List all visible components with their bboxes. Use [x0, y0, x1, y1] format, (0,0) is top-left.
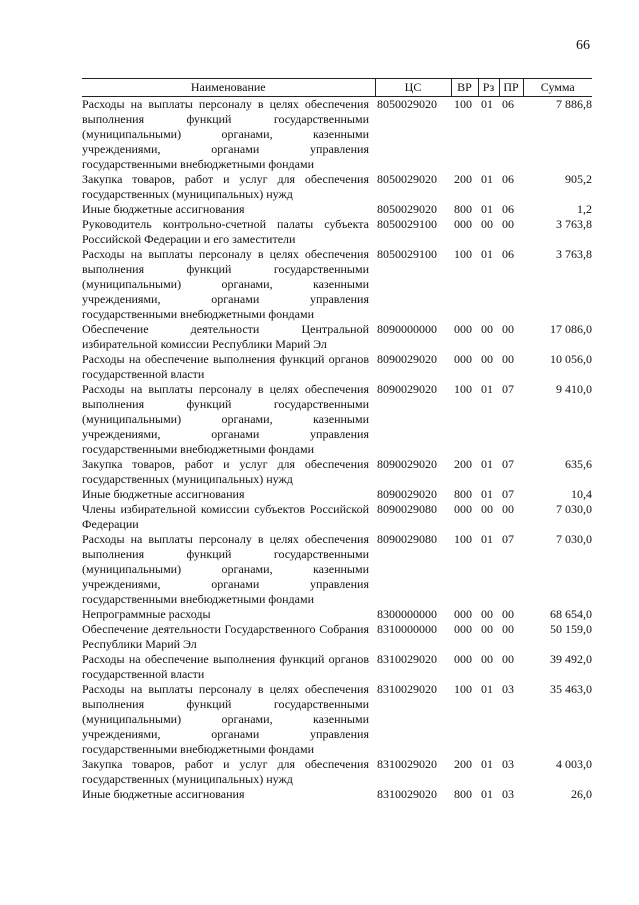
row-sum: 26,0 [571, 787, 592, 801]
table-row [82, 682, 592, 757]
page-number: 66 [576, 38, 590, 53]
row-pr-code: 06 [502, 97, 514, 111]
table-row [82, 502, 592, 532]
row-vr-code: 000 [454, 217, 472, 231]
row-sum: 905,2 [565, 172, 592, 186]
header-pr: ПР [499, 79, 523, 97]
row-vr-code: 800 [454, 487, 472, 501]
row-cs-code: 8050029020 [377, 172, 437, 186]
row-vr-code: 100 [454, 97, 472, 111]
table-body [82, 97, 592, 803]
row-name: Непрограммные расходы [82, 607, 211, 621]
row-pr-code: 00 [502, 622, 514, 636]
row-sum: 35 463,0 [550, 682, 592, 696]
row-name: Иные бюджетные ассигнования [82, 202, 245, 216]
row-rz-code: 00 [481, 352, 493, 366]
table-row [82, 487, 592, 502]
row-rz-code: 01 [481, 532, 493, 546]
row-name: Иные бюджетные ассигнования [82, 487, 245, 501]
row-cs-code: 8090029080 [377, 532, 437, 546]
row-rz-code: 01 [481, 172, 493, 186]
row-vr-code: 200 [454, 457, 472, 471]
row-rz-code: 00 [481, 622, 493, 636]
row-rz-code: 00 [481, 607, 493, 621]
row-cs-code: 8050029100 [377, 247, 437, 261]
row-pr-code: 06 [502, 247, 514, 261]
row-cs-code: 8050029020 [377, 97, 437, 111]
row-cs-code: 8310000000 [377, 622, 437, 636]
row-name: Расходы на обеспечение выполнения функций органов государственной власти [82, 352, 369, 381]
table-row [82, 247, 592, 322]
table-row [82, 382, 592, 457]
header-row [82, 79, 592, 97]
row-cs-code: 8090000000 [377, 322, 437, 336]
row-vr-code: 800 [454, 202, 472, 216]
row-cs-code: 8050029100 [377, 217, 437, 231]
row-rz-code: 01 [481, 457, 493, 471]
header-vr: ВР [451, 79, 478, 97]
row-rz-code: 01 [481, 787, 493, 801]
row-vr-code: 100 [454, 682, 472, 696]
row-rz-code: 00 [481, 217, 493, 231]
row-cs-code: 8310029020 [377, 682, 437, 696]
row-rz-code: 00 [481, 322, 493, 336]
row-rz-code: 01 [481, 382, 493, 396]
table-row [82, 607, 592, 622]
row-sum: 10,4 [571, 487, 592, 501]
header-sum: Сумма [523, 79, 592, 97]
row-name: Руководитель контрольно-счетной палаты субъекта Российской Федерации и его заместители [82, 217, 369, 246]
row-cs-code: 8090029020 [377, 382, 437, 396]
header-rz: Рз [478, 79, 499, 97]
row-sum: 9 410,0 [556, 382, 592, 396]
row-sum: 10 056,0 [550, 352, 592, 366]
row-name: Расходы на обеспечение выполнения функций органов государственной власти [82, 652, 369, 681]
row-rz-code: 01 [481, 247, 493, 261]
table-row [82, 97, 592, 173]
table-row [82, 787, 592, 802]
row-name: Расходы на выплаты персоналу в целях обеспечения выполнения функций государственными (муниципальными) органами, казенными учреждениями, органами управления государственными внебюджетными фондами [82, 97, 369, 171]
row-pr-code: 07 [502, 532, 514, 546]
table-row [82, 217, 592, 247]
table-row [82, 457, 592, 487]
row-vr-code: 000 [454, 352, 472, 366]
table-row [82, 532, 592, 607]
table-row [82, 757, 592, 787]
row-name: Закупка товаров, работ и услуг для обеспечения государственных (муниципальных) нужд [82, 172, 369, 201]
row-sum: 3 763,8 [556, 247, 592, 261]
table-row [82, 352, 592, 382]
row-pr-code: 03 [502, 682, 514, 696]
row-rz-code: 00 [481, 652, 493, 666]
row-rz-code: 01 [481, 202, 493, 216]
row-cs-code: 8310029020 [377, 652, 437, 666]
table-header [82, 79, 592, 97]
row-pr-code: 00 [502, 652, 514, 666]
row-sum: 4 003,0 [556, 757, 592, 771]
row-sum: 68 654,0 [550, 607, 592, 621]
table-row [82, 172, 592, 202]
row-pr-code: 00 [502, 607, 514, 621]
row-sum: 7 030,0 [556, 532, 592, 546]
row-sum: 1,2 [577, 202, 592, 216]
row-sum: 50 159,0 [550, 622, 592, 636]
row-name: Расходы на выплаты персоналу в целях обеспечения выполнения функций государственными (муниципальными) органами, казенными учреждениями, органами управления государственными внебюджетными фондами [82, 247, 369, 321]
row-pr-code: 00 [502, 352, 514, 366]
row-name: Закупка товаров, работ и услуг для обеспечения государственных (муниципальных) нужд [82, 457, 369, 486]
row-pr-code: 00 [502, 502, 514, 516]
table-row [82, 622, 592, 652]
row-vr-code: 100 [454, 532, 472, 546]
row-name: Иные бюджетные ассигнования [82, 787, 245, 801]
header-name: Наименование [82, 79, 375, 97]
row-cs-code: 8090029020 [377, 457, 437, 471]
table-row [82, 322, 592, 352]
row-vr-code: 200 [454, 172, 472, 186]
row-pr-code: 06 [502, 172, 514, 186]
row-name: Закупка товаров, работ и услуг для обеспечения государственных (муниципальных) нужд [82, 757, 369, 786]
row-vr-code: 000 [454, 502, 472, 516]
row-name: Расходы на выплаты персоналу в целях обеспечения выполнения функций государственными (муниципальными) органами, казенными учреждениями, органами управления государственными внебюджетными фондами [82, 382, 369, 456]
row-cs-code: 8310029020 [377, 757, 437, 771]
row-name: Расходы на выплаты персоналу в целях обеспечения выполнения функций государственными (муниципальными) органами, казенными учреждениями, органами управления государственными внебюджетными фондами [82, 682, 369, 756]
row-rz-code: 01 [481, 487, 493, 501]
row-pr-code: 00 [502, 217, 514, 231]
row-cs-code: 8090029020 [377, 487, 437, 501]
row-vr-code: 200 [454, 757, 472, 771]
table-row [82, 202, 592, 217]
row-vr-code: 100 [454, 247, 472, 261]
row-cs-code: 8310029020 [377, 787, 437, 801]
row-cs-code: 8090029080 [377, 502, 437, 516]
row-cs-code: 8050029020 [377, 202, 437, 216]
row-sum: 7 030,0 [556, 502, 592, 516]
row-vr-code: 000 [454, 607, 472, 621]
row-name: Расходы на выплаты персоналу в целях обеспечения выполнения функций государственными (муниципальными) органами, казенными учреждениями, органами управления государственными внебюджетными фондами [82, 532, 369, 606]
row-name: Обеспечение деятельности Центральной избирательной комиссии Республики Марий Эл [82, 322, 369, 351]
row-vr-code: 000 [454, 652, 472, 666]
row-sum: 3 763,8 [556, 217, 592, 231]
row-sum: 635,6 [565, 457, 592, 471]
header-cs: ЦС [375, 79, 451, 97]
row-pr-code: 03 [502, 757, 514, 771]
row-pr-code: 00 [502, 322, 514, 336]
table-row [82, 652, 592, 682]
row-pr-code: 03 [502, 787, 514, 801]
row-rz-code: 01 [481, 682, 493, 696]
row-pr-code: 06 [502, 202, 514, 216]
budget-table-container [82, 78, 592, 802]
row-rz-code: 00 [481, 502, 493, 516]
row-vr-code: 100 [454, 382, 472, 396]
row-cs-code: 8090029020 [377, 352, 437, 366]
row-sum: 39 492,0 [550, 652, 592, 666]
row-cs-code: 8300000000 [377, 607, 437, 621]
row-vr-code: 000 [454, 322, 472, 336]
row-name: Члены избирательной комиссии субъектов Российской Федерации [82, 502, 369, 531]
row-pr-code: 07 [502, 457, 514, 471]
row-pr-code: 07 [502, 382, 514, 396]
row-vr-code: 000 [454, 622, 472, 636]
budget-table [82, 78, 592, 802]
row-name: Обеспечение деятельности Государственного Собрания Республики Марий Эл [82, 622, 369, 651]
row-pr-code: 07 [502, 487, 514, 501]
row-vr-code: 800 [454, 787, 472, 801]
row-rz-code: 01 [481, 757, 493, 771]
row-sum: 17 086,0 [550, 322, 592, 336]
row-sum: 7 886,8 [556, 97, 592, 111]
row-rz-code: 01 [481, 97, 493, 111]
